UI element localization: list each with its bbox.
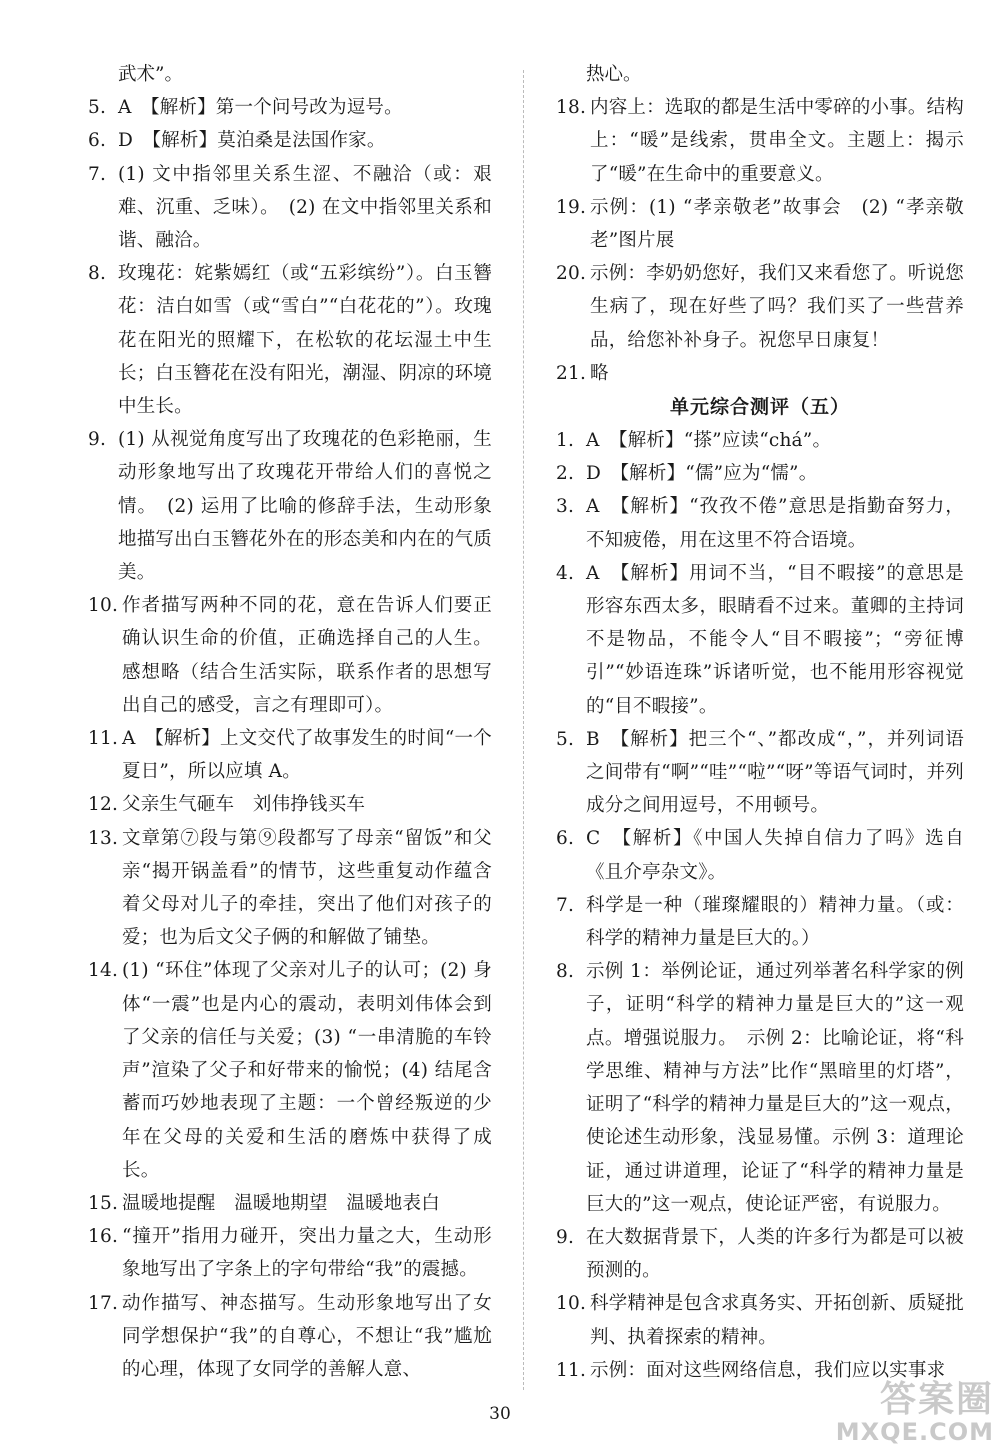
- answer-number: 10.: [88, 595, 119, 617]
- answer-text: A 【解析】“搽”应读“chá”。: [586, 430, 832, 452]
- answer-text: 作者描写两种不同的花，意在告诉人们要正确认识生命的价值，正确选择自己的人生。感想略（结合生活实际，联系作者的思想写出自己的感受，言之有理即可）。: [122, 595, 492, 716]
- answer-text: 父亲生气砸车 刘伟挣钱买车: [122, 794, 366, 816]
- answer-text: A 【解析】用词不当，“目不暇接”的意思是形容东西太多，眼睛看不过来。董卿的主持词不是物品，不能令人“目不暇接”；“旁征博引”“妙语连珠”诉诸听觉，也不能用形容视觉的“目不暇接”。: [586, 562, 964, 717]
- answer-number: 5.: [88, 97, 107, 119]
- answer-number: 8.: [88, 263, 107, 285]
- answer-number: 7.: [88, 163, 107, 185]
- column-divider: [523, 70, 525, 1390]
- answer-item: [556, 723, 964, 823]
- answer-item: [556, 91, 964, 191]
- watermark: [794, 1381, 994, 1445]
- answer-item: [556, 1221, 964, 1287]
- answer-number: 18.: [556, 97, 587, 119]
- answer-number: 2.: [556, 463, 575, 485]
- answer-text: 在大数据背景下，人类的许多行为都是可以被预测的。: [586, 1226, 964, 1282]
- answer-text: B 【解析】把三个“、”都改成“，”，并列词语之间带有“啊”“哇”“啦”“呀”等语气词时，并列成分之间用逗号，不用顿号。: [586, 728, 964, 817]
- answer-item: [88, 257, 492, 423]
- answer-item: [88, 91, 492, 124]
- answer-number: 13.: [88, 827, 119, 849]
- answer-number: 8.: [556, 961, 575, 983]
- answer-item: [88, 954, 492, 1186]
- answer-text: 示例：(1) “孝亲敬老”故事会 (2) “孝亲敬老”图片展: [590, 196, 964, 252]
- answer-number: 14.: [88, 960, 119, 982]
- answer-number: 20.: [556, 263, 587, 285]
- answer-item: [556, 357, 964, 390]
- answer-item: [556, 457, 964, 490]
- answer-text: 文章第⑦段与第⑨段都写了母亲“留饭”和父亲“揭开锅盖看”的情节，这些重复动作蕴含着父母对儿子的牵挂，突出了他们对孩子的爱；也为后文父子俩的和解做了铺垫。: [122, 827, 492, 949]
- answer-text: “撞开”指用力碰开，突出力量之大，生动形象地写出了字条上的字句带给“我”的震撼。: [122, 1226, 492, 1281]
- answer-text: A 【解析】第一个问号改为逗号。: [118, 97, 403, 119]
- right-column: [556, 58, 964, 1387]
- watermark-url: MXQE.COM: [835, 1418, 994, 1446]
- answer-number: 9.: [556, 1226, 575, 1248]
- answer-number: 4.: [556, 562, 575, 584]
- answer-text: (1) 从视觉角度写出了玫瑰花的色彩艳丽，生动形象地写出了玫瑰花开带给人们的喜悦之情。 (2) 运用了比喻的修辞手法，生动形象地描写出白玉簪花外在的形态美和内在的气质美。: [118, 429, 493, 584]
- right-column-answers-bottom: [556, 424, 964, 1387]
- answer-number: 11.: [556, 1359, 587, 1381]
- answer-text: 玫瑰花：姹紫嫣红（或“五彩缤纷”）。白玉簪花：洁白如雪（或“雪白”“白花花的”）。玫瑰花在阳光的照耀下，在松软的花坛湿土中生长；白玉簪花在没有阳光，潮湿、阴凉的环境中生长。: [118, 263, 493, 418]
- answer-number: 3.: [556, 496, 575, 518]
- answer-item: [88, 1287, 492, 1387]
- answer-text: D 【解析】“儒”应为“懦”。: [586, 463, 818, 485]
- answer-item: [88, 1187, 492, 1220]
- answer-text: (1) 文中指邻里关系生涩、不融洽（或：艰难、沉重、乏味）。 (2) 在文中指邻里关系和谐、融洽。: [118, 163, 492, 252]
- answer-number: 11.: [88, 728, 119, 750]
- answer-number: 1.: [556, 430, 575, 452]
- continued-text: 热心。: [586, 64, 642, 85]
- answer-text: 示例：李奶奶您好，我们又来看您了。听说您生病了，现在好些了吗？我们买了一些营养品，给您补补身子。祝您早日康复！: [590, 263, 965, 351]
- answer-text: 示例 1：举例论证，通过列举著名科学家的例子，证明“科学的精神力量是巨大的”这一观点。增强说服力。 示例 2：比喻论证，将“科学思维、精神与方法”比作“黑暗里的灯塔”，证明了“科学的精神力量是巨大的”这一观点，使论述生动形象，浅显易懂。示例 3：道理论证，通过讲道理，论证了“科学的精神力量是巨大的”这一观点，使论证严密，有说服力。: [586, 961, 964, 1215]
- answer-item: [556, 191, 964, 257]
- answer-item: [556, 822, 964, 888]
- answer-item: [88, 124, 492, 157]
- answer-text: 示例：面对这些网络信息，我们应以实事求: [590, 1359, 946, 1381]
- answer-text: C 【解析】《中国人失掉自信力了吗》选自《且介亭杂文》。: [586, 828, 964, 883]
- answer-item: [556, 889, 964, 955]
- answer-text: 温暖地提醒 温暖地期望 温暖地表白: [122, 1192, 440, 1214]
- answer-number: 12.: [88, 794, 119, 816]
- answer-number: 5.: [556, 728, 575, 750]
- answer-item: [88, 589, 492, 722]
- answer-number: 16.: [88, 1226, 119, 1248]
- continued-text: 武术”。: [118, 64, 183, 85]
- answer-item: [556, 557, 964, 723]
- answer-number: 19.: [556, 196, 587, 218]
- answer-text: 内容上：选取的都是生活中零碎的小事。结构上：“暖”是线索，贯串全文。主题上：揭示了“暖”在生命中的重要意义。: [590, 97, 965, 185]
- watermark-logo-text: 答案圈: [879, 1379, 994, 1420]
- answer-item: [556, 1287, 964, 1353]
- answer-item: [88, 822, 492, 955]
- answer-number: 6.: [88, 130, 107, 152]
- answer-text: 动作描写、神态描写。生动形象地写出了女同学想保护“我”的自尊心，不想让“我”尴尬的心理，体现了女同学的善解人意、: [122, 1292, 492, 1380]
- answer-text: A 【解析】上文交代了故事发生的时间“一个夏日”，所以应填 A。: [122, 728, 492, 783]
- answer-item: [556, 424, 964, 457]
- answer-item: [556, 955, 964, 1221]
- answer-number: 17.: [88, 1292, 119, 1314]
- answer-item: [88, 423, 492, 589]
- answer-item: [88, 158, 492, 258]
- section-title: 单元综合测评（五）: [669, 396, 850, 419]
- answer-number: 21.: [556, 362, 587, 384]
- answer-text: D 【解析】莫泊桑是法国作家。: [118, 130, 386, 152]
- left-column: [88, 58, 492, 1386]
- answer-text: 略: [590, 362, 609, 384]
- answer-text: 科学是一种（璀璨耀眼的）精神力量。（或：科学的精神力量是巨大的。）: [586, 894, 964, 950]
- answer-item: [88, 788, 492, 821]
- answer-text: 科学精神是包含求真务实、开拓创新、质疑批判、执着探索的精神。: [590, 1293, 965, 1348]
- answer-number: 9.: [88, 429, 107, 451]
- answer-text: (1) “环住”体现了父亲对儿子的认可；(2) 身体“一震”也是内心的震动，表明刘伟体会到了父亲的信任与关爱；(3) “一串清脆的车铃声”渲染了父子和好带来的愉悦；(4) 结尾含蓄而巧妙地表现了主题：一个曾经叛逆的少年在父母的关爱和生活的磨炼中获得了成长。: [122, 960, 492, 1181]
- answer-number: 7.: [556, 894, 575, 916]
- answer-number: 10.: [556, 1293, 587, 1315]
- answer-number: 15.: [88, 1192, 119, 1214]
- answer-item: [556, 257, 964, 357]
- answer-text: A 【解析】“孜孜不倦”意思是指勤奋努力，不知疲倦，用在这里不符合语境。: [586, 496, 964, 551]
- answer-number: 6.: [556, 828, 575, 850]
- page-number: 30: [489, 1404, 511, 1424]
- answer-item: [556, 490, 964, 556]
- right-column-answers-top: [556, 58, 964, 390]
- answer-item: [88, 722, 492, 788]
- answer-item: [88, 1220, 492, 1286]
